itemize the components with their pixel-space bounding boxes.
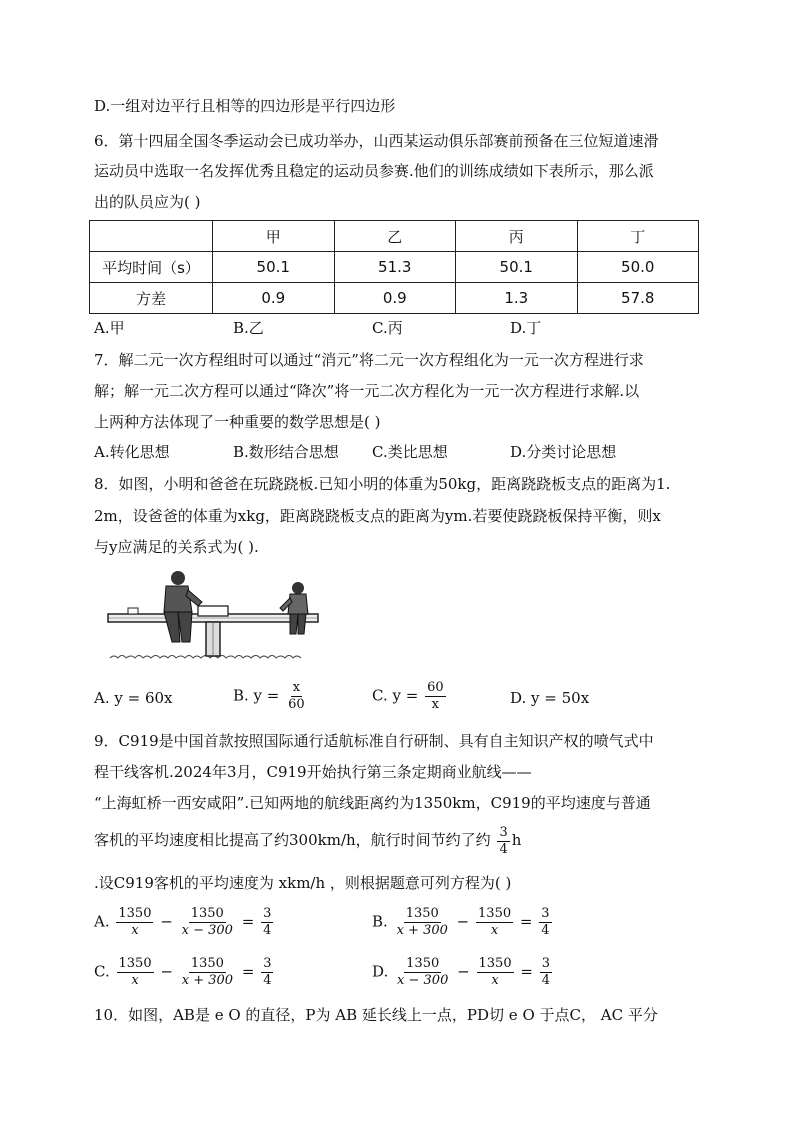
q8-option-b bbox=[233, 680, 309, 713]
q9-text-line-3: “上海虹桥一西安咸阳”.已知两地的航线距离约为1350km，C919的平均速度与普通 bbox=[94, 794, 651, 812]
fraction-numerator: 1350 bbox=[478, 956, 512, 971]
q8-option-b-prefix: B. y = bbox=[233, 686, 280, 705]
fraction-numerator: 1350 bbox=[406, 956, 440, 971]
q7-text-line-1: 7．解二元一次方程组时可以通过“消元”将二元一次方程组化为一元一次方程进行求 bbox=[94, 351, 644, 369]
fraction bbox=[261, 956, 273, 989]
q9-text-line-1: 9．C919是中国首款按照国际通行适航标准自行研制、具有自主知识产权的喷气式中 bbox=[94, 732, 654, 750]
fraction-denominator: x bbox=[490, 923, 499, 938]
table-header-cell: 乙 bbox=[334, 221, 456, 252]
fraction bbox=[540, 956, 552, 989]
fraction-numerator: 3 bbox=[541, 906, 550, 921]
fraction bbox=[395, 956, 450, 989]
fraction bbox=[539, 906, 551, 939]
q9-option-a bbox=[94, 906, 275, 939]
q8-text-line-2: 2m，设爸爸的体重为xkg，距离跷跷板支点的距离为ym.若要使跷跷板保持平衡，则x bbox=[94, 507, 661, 525]
operator: − bbox=[160, 962, 173, 981]
q6-option-a: A.甲 bbox=[94, 319, 125, 337]
operator: − bbox=[456, 912, 470, 931]
option-label: B. bbox=[372, 912, 388, 931]
option-label: D. bbox=[372, 962, 389, 981]
table-cell: 51.3 bbox=[334, 252, 456, 283]
equals-sign: = bbox=[241, 962, 255, 981]
table-header-row bbox=[90, 221, 699, 252]
fraction bbox=[395, 906, 450, 939]
q8-text-line-3: 与y应满足的关系式为( ). bbox=[94, 538, 259, 556]
q7-text-line-3: 上两种方法体现了一种重要的数学思想是( ) bbox=[94, 413, 381, 431]
q5-option-d: D.一组对边平行且相等的四边形是平行四边形 bbox=[94, 97, 396, 115]
fraction-denominator: x − 300 bbox=[181, 923, 233, 938]
q8-option-d: D. y = 50x bbox=[510, 689, 590, 707]
equals-sign: = bbox=[520, 962, 533, 981]
equals-sign: = bbox=[241, 912, 255, 931]
fraction-numerator: 3 bbox=[541, 956, 551, 971]
fraction-numerator: 3 bbox=[499, 824, 508, 840]
table-cell: 50.0 bbox=[577, 252, 699, 283]
operator: − bbox=[457, 962, 470, 981]
fraction bbox=[116, 906, 153, 939]
fraction-denominator: x + 300 bbox=[396, 923, 448, 938]
table-cell: 57.8 bbox=[577, 283, 699, 314]
q8-option-a: A. y = 60x bbox=[94, 689, 173, 707]
fraction-numerator: 3 bbox=[263, 906, 272, 921]
fraction-numerator: 1350 bbox=[118, 906, 152, 921]
seesaw-figure bbox=[106, 566, 320, 666]
fraction-denominator: x bbox=[491, 973, 499, 988]
q6-option-c: C.丙 bbox=[372, 319, 403, 337]
q9-text-line-5: .设C919客机的平均速度为 xkm/h ，则根据题意可列方程为( ) bbox=[94, 874, 512, 892]
table-cell: 平均时间（s） bbox=[90, 252, 213, 283]
table-cell: 50.1 bbox=[213, 252, 335, 283]
q10-text-line-1: 10．如图，AB是 e O 的直径，P为 AB 延长线上一点，PD切 e O 于点C， AC 平分 bbox=[94, 1006, 658, 1024]
option-label: A. bbox=[94, 912, 110, 931]
fraction-denominator: 4 bbox=[263, 973, 272, 988]
fraction-numerator: 1350 bbox=[405, 906, 439, 921]
fraction-numerator: 1350 bbox=[190, 956, 224, 971]
q9-time-fraction bbox=[497, 825, 509, 858]
q7-option-b: B.数形结合思想 bbox=[233, 443, 339, 461]
q9-option-d bbox=[372, 956, 554, 989]
fraction-denominator: 4 bbox=[541, 973, 551, 988]
training-scores-table bbox=[89, 220, 699, 314]
q7-option-c: C.类比思想 bbox=[372, 443, 448, 461]
fraction-denominator: 4 bbox=[541, 923, 550, 938]
q9-option-b bbox=[372, 906, 554, 939]
table-row bbox=[90, 252, 699, 283]
q6-text-line-2: 运动员中选取一名发挥优秀且稳定的运动员参赛.他们的训练成绩如下表所示，那么派 bbox=[94, 162, 654, 180]
fraction-numerator: 1350 bbox=[190, 906, 224, 921]
table-header-cell: 甲 bbox=[213, 221, 335, 252]
fraction-numerator: x bbox=[292, 680, 301, 695]
fraction-denominator: x − 300 bbox=[397, 973, 449, 988]
q8-option-c-fraction bbox=[425, 680, 446, 713]
fraction-denominator: 4 bbox=[263, 923, 272, 938]
fraction-denominator: x + 300 bbox=[181, 973, 234, 988]
fraction bbox=[180, 906, 235, 939]
fraction-denominator: x bbox=[131, 923, 139, 938]
table-cell: 1.3 bbox=[456, 283, 578, 314]
fraction bbox=[180, 956, 235, 989]
q9-text-line-4-main: 客机的平均速度相比提高了约300km/h，航行时间节约了约 bbox=[94, 831, 491, 849]
fraction-numerator: 1350 bbox=[118, 956, 152, 971]
q9-time-unit: h bbox=[511, 831, 522, 849]
fraction-numerator: 3 bbox=[263, 956, 272, 971]
table-cell: 0.9 bbox=[213, 283, 335, 314]
q6-option-b: B.乙 bbox=[233, 319, 264, 337]
table-cell: 0.9 bbox=[334, 283, 456, 314]
q6-text-line-3: 出的队员应为( ) bbox=[94, 193, 201, 211]
q8-option-c-prefix: C. y = bbox=[372, 686, 419, 705]
fraction bbox=[261, 906, 273, 939]
q7-option-a: A.转化思想 bbox=[94, 443, 170, 461]
q9-text-line-2: 程干线客机.2024年3月，C919开始执行第三条定期商业航线—— bbox=[94, 763, 532, 781]
q9-text-line-4 bbox=[94, 822, 521, 858]
fraction bbox=[476, 906, 513, 939]
equals-sign: = bbox=[519, 912, 533, 931]
fraction bbox=[477, 956, 514, 989]
table-row bbox=[90, 283, 699, 314]
q8-option-c bbox=[372, 680, 448, 713]
seesaw-illustration bbox=[106, 566, 320, 666]
fraction-denominator: x bbox=[431, 697, 440, 712]
option-label: C. bbox=[94, 962, 110, 981]
q6-text-line-1: 6．第十四届全国冬季运动会已成功举办，山西某运动俱乐部赛前预备在三位短道速滑 bbox=[94, 132, 659, 150]
fraction-denominator: 60 bbox=[288, 697, 305, 712]
table-header-cell bbox=[90, 221, 213, 252]
q6-option-d: D.丁 bbox=[510, 319, 542, 337]
operator: − bbox=[160, 912, 173, 931]
fraction-numerator: 60 bbox=[427, 680, 444, 695]
fraction-denominator: 4 bbox=[499, 841, 508, 857]
q8-text-line-1: 8．如图，小明和爸爸在玩跷跷板.已知小明的体重为50kg，距离跷跷板支点的距离为1. bbox=[94, 475, 671, 493]
q7-text-line-2: 解；解一元二次方程可以通过“降次”将一元二次方程化为一元一次方程进行求解.以 bbox=[94, 382, 640, 400]
table-header-cell: 丙 bbox=[456, 221, 578, 252]
q7-option-d: D.分类讨论思想 bbox=[510, 443, 617, 461]
q9-option-c bbox=[94, 956, 275, 989]
fraction-numerator: 1350 bbox=[478, 906, 512, 921]
table-header-cell: 丁 bbox=[577, 221, 699, 252]
q8-option-b-fraction bbox=[286, 680, 307, 713]
table-cell: 方差 bbox=[90, 283, 213, 314]
fraction-denominator: x bbox=[131, 973, 139, 988]
table-cell: 50.1 bbox=[456, 252, 578, 283]
fraction bbox=[117, 956, 154, 989]
